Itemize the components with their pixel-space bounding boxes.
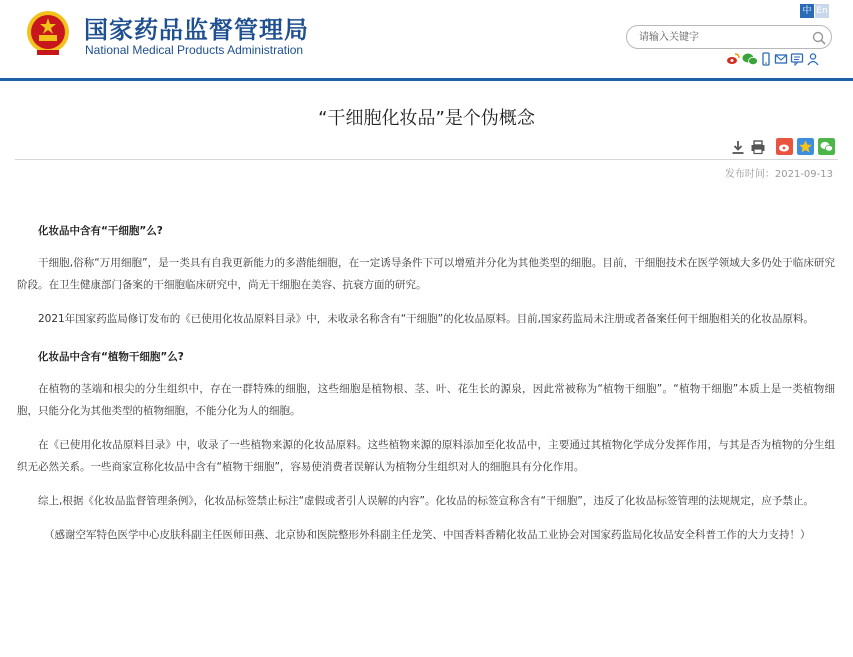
paragraph: 在植物的茎端和根尖的分生组织中，存在一群特殊的细胞，这些细胞是植物根、茎、叶、花生长的源泉，因此常被称为“植物干细胞”。“植物干细胞”本质上是一类植物细胞，只能分化为其他类型的植物细胞，不能分化为人的细胞。	[17, 383, 835, 417]
national-emblem-icon[interactable]	[25, 8, 71, 58]
paragraph: 干细胞,俗称“万用细胞”，是一类具有自我更新能力的多潜能细胞，在一定诱导条件下可以增殖并分化为其他类型的细胞。目前，干细胞技术在医学领域大多仍处于临床研究阶段。在卫生健康部门备案的干细胞临床研究中，尚无干细胞在美容、抗衰方面的研究。	[17, 257, 835, 291]
download-icon[interactable]	[730, 139, 746, 155]
search-icon[interactable]	[811, 30, 827, 46]
user-icon[interactable]	[806, 52, 820, 66]
wechat-icon[interactable]	[742, 52, 758, 66]
site-header	[0, 0, 853, 78]
social-links	[726, 52, 820, 68]
search-input[interactable]	[639, 29, 799, 45]
acknowledgement: （感谢空军特色医学中心皮肤科副主任医师田燕、北京协和医院整形外科副主任龙笑、中国香料香精化妆品工业协会对国家药监局化妆品安全科普工作的大力支持！）	[44, 529, 811, 541]
weibo-share-icon[interactable]	[776, 138, 793, 155]
section-heading: 化妆品中含有“干细胞”么?	[38, 225, 163, 237]
paragraph: 综上,根据《化妆品监督管理条例》，化妆品标签禁止标注“虚假或者引人误解的内容”。化妆品的标签宣称含有“干细胞”，违反了化妆品标签管理的法规规定，应予禁止。	[38, 495, 814, 507]
print-icon[interactable]	[750, 139, 766, 155]
title-divider	[15, 159, 838, 160]
search-box	[626, 25, 832, 49]
mail-icon[interactable]	[774, 52, 788, 66]
lang-zh-button[interactable]: 中	[800, 4, 814, 18]
mobile-icon[interactable]	[760, 52, 772, 66]
article-tools	[730, 138, 835, 155]
publish-date-label: 发布时间：	[724, 169, 775, 180]
publish-date-value: 2021-09-13	[774, 169, 833, 180]
site-name-cn[interactable]: 国家药品监督管理局	[84, 16, 309, 44]
article-body	[17, 220, 835, 546]
paragraph: 在《已使用化妆品原料目录》中，收录了一些植物来源的化妆品原料。这些植物来源的原料添加至化妆品中，主要通过其植物化学成分发挥作用，与其是否为植物的分生组织无必然关系。一些商家宣称化妆品中含有“植物干细胞”，容易使消费者误解认为植物分生组织对人的细胞具有分化作用。	[17, 439, 835, 473]
qzone-share-icon[interactable]	[797, 138, 814, 155]
weibo-icon[interactable]	[726, 52, 740, 66]
article-title: “干细胞化妆品”是个伪概念	[318, 108, 535, 129]
publish-date	[725, 165, 833, 180]
message-icon[interactable]	[790, 52, 804, 66]
section-heading: 化妆品中含有“植物干细胞”么?	[38, 351, 184, 363]
paragraph: 2021年国家药监局修订发布的《已使用化妆品原料目录》中，未收录名称含有“干细胞”的化妆品原料。目前,国家药监局未注册或者备案任何干细胞相关的化妆品原料。	[38, 313, 814, 325]
header-divider	[0, 78, 853, 81]
site-name-en[interactable]: National Medical Products Administration	[85, 43, 304, 57]
wechat-share-icon[interactable]	[818, 138, 835, 155]
lang-en-button[interactable]: En	[816, 6, 828, 16]
